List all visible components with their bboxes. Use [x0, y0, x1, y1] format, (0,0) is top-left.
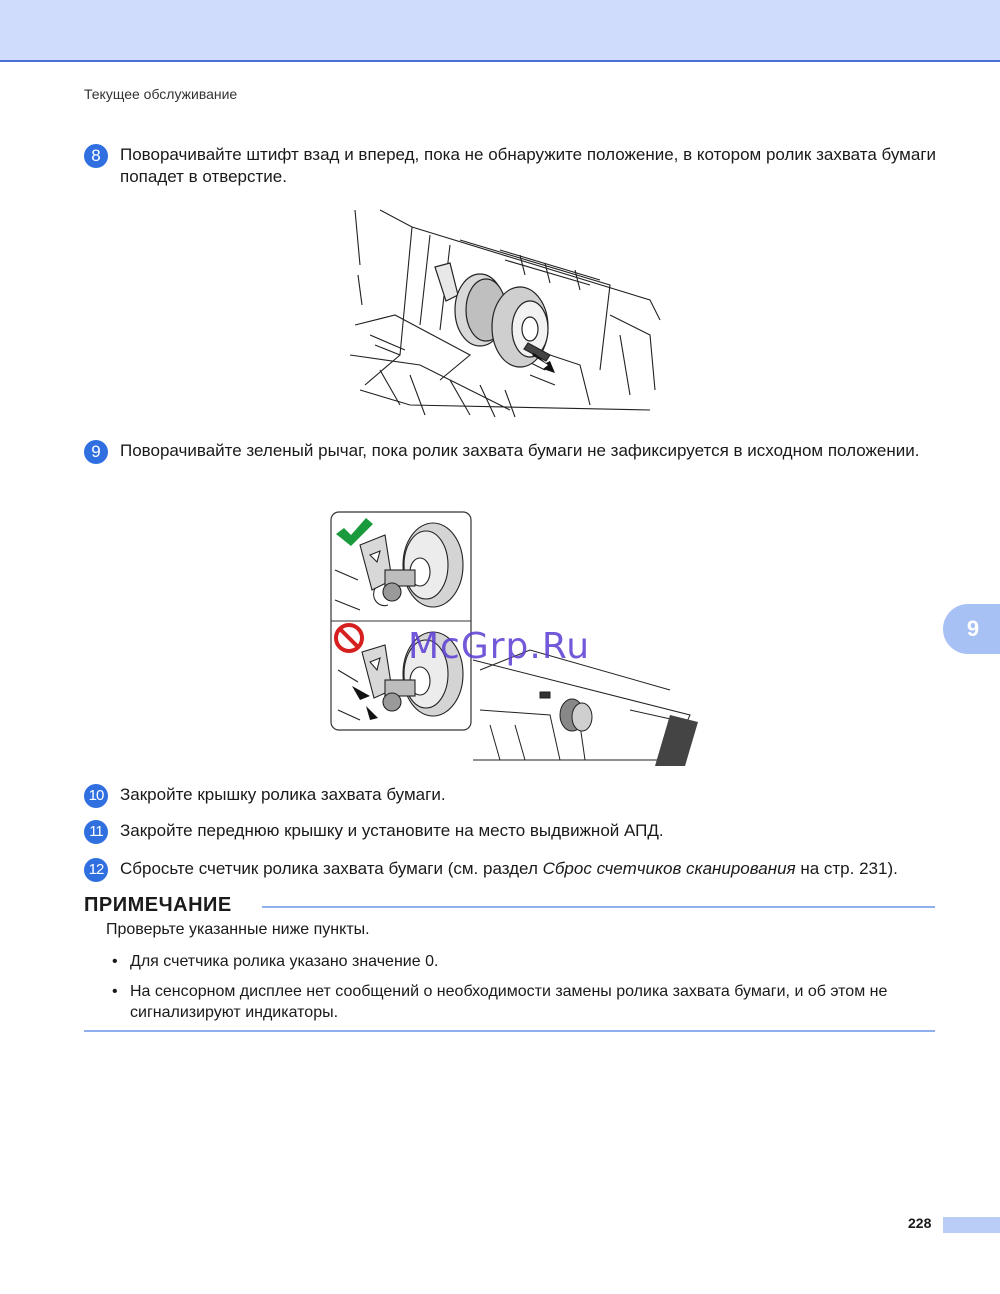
step-number-badge: 12 — [84, 858, 108, 882]
header-rule — [0, 60, 1000, 62]
step-text: Закройте крышку ролика захвата бумаги. — [120, 785, 446, 804]
breadcrumb: Текущее обслуживание — [84, 86, 238, 102]
step-8 — [84, 144, 944, 188]
step-text-end: на стр. 231). — [795, 859, 898, 878]
note-intro: Проверьте указанные ниже пункты. — [106, 921, 370, 938]
step-10 — [84, 784, 944, 806]
step-9 — [84, 440, 944, 462]
step-text-start: Сбросьте счетчик ролика захвата бумаги (см. раздел — [120, 859, 543, 878]
step-12 — [84, 858, 944, 880]
step-text: Поворачивайте штифт взад и вперед, пока не обнаружите положение, в котором ролик захвата бумаги попадет в отверстие. — [120, 145, 937, 186]
note-bullet — [112, 981, 932, 1023]
note-top-rule — [262, 906, 935, 908]
note-bullet — [112, 951, 932, 972]
bullet-icon: • — [112, 953, 118, 970]
watermark: McGrp.Ru — [408, 626, 591, 667]
step-text: Закройте переднюю крышку и установите на место выдвижной АПД. — [120, 821, 664, 840]
step-11 — [84, 820, 944, 842]
note-title: ПРИМЕЧАНИЕ — [84, 894, 232, 916]
step-text: Поворачивайте зеленый рычаг, пока ролик захвата бумаги не зафиксируется в исходном положении. — [120, 441, 920, 460]
step-number-badge: 10 — [84, 784, 108, 808]
page-number: 228 — [908, 1215, 932, 1231]
bullet-icon: • — [112, 983, 118, 1000]
header-band — [0, 0, 1000, 60]
step-number-badge: 11 — [84, 820, 108, 844]
pick-roller-illustration — [350, 205, 665, 420]
note-bullet-text: На сенсорном дисплее нет сообщений о необходимости замены ролика захвата бумаги, и об этом не сигнализируют индикаторы. — [130, 983, 888, 1021]
cross-reference-link[interactable]: Сброс счетчиков сканирования — [542, 859, 796, 878]
step-number-badge: 9 — [84, 440, 108, 464]
step-text — [120, 858, 944, 880]
step-number-badge: 8 — [84, 144, 108, 168]
page-number-bar — [943, 1217, 1000, 1233]
chapter-tab[interactable]: 9 — [943, 604, 1000, 654]
note-bullet-text: Для счетчика ролика указано значение 0. — [130, 953, 439, 970]
note-bottom-rule — [84, 1030, 935, 1032]
